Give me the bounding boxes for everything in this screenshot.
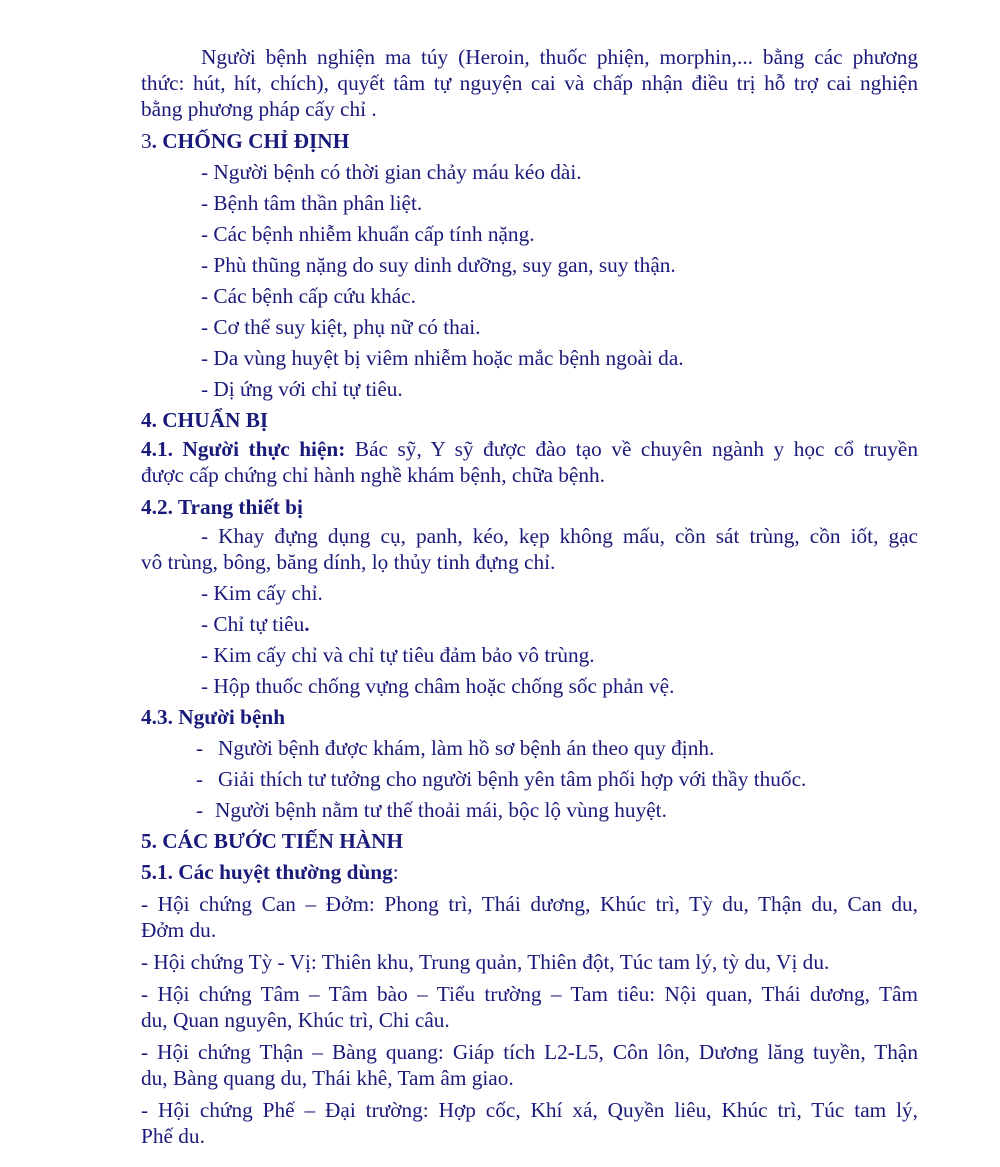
equipment-item-bold-dot: . bbox=[304, 612, 310, 636]
syndrome-line-2: Đởm du. bbox=[141, 918, 217, 942]
section-4-2-paragraph bbox=[141, 523, 918, 575]
syndrome-item bbox=[141, 1097, 918, 1149]
dash-marker: - bbox=[196, 736, 204, 760]
section-4-1-line-1 bbox=[141, 436, 918, 462]
section-3-title: . CHỐNG CHỈ ĐỊNH bbox=[151, 129, 350, 153]
equipment-item: - Kim cấy chỉ và chỉ tự tiêu đảm bảo vô trùng. bbox=[201, 643, 595, 667]
contraindication-item: - Da vùng huyệt bị viêm nhiễm hoặc mắc bệnh ngoài da. bbox=[201, 346, 684, 370]
contraindication-item: - Các bệnh nhiễm khuẩn cấp tính nặng. bbox=[201, 222, 535, 246]
contraindication-item: - Cơ thể suy kiệt, phụ nữ có thai. bbox=[201, 315, 481, 339]
equipment-line-1: - Khay đựng dụng cụ, panh, kéo, kẹp không mấu, cồn sát trùng, cồn iốt, gạc bbox=[201, 524, 918, 548]
contraindication-item: - Phù thũng nặng do suy dinh dưỡng, suy gan, suy thận. bbox=[201, 253, 676, 277]
section-4-3-heading: 4.3. Người bệnh bbox=[141, 705, 286, 729]
syndrome-item bbox=[141, 891, 918, 943]
patient-item-text: Người bệnh nằm tư thế thoải mái, bộc lộ vùng huyệt. bbox=[215, 798, 667, 822]
syndrome-line-1: - Hội chứng Can – Đởm: Phong trì, Thái dương, Khúc trì, Tỳ du, Thận du, Can du, bbox=[141, 892, 918, 916]
dash-marker: - bbox=[196, 767, 204, 791]
syndrome-item bbox=[141, 981, 918, 1033]
syndrome-line-2: du, Bàng quang du, Thái khê, Tam âm giao. bbox=[141, 1066, 514, 1090]
syndrome-line-2: du, Quan nguyên, Khúc trì, Chi câu. bbox=[141, 1008, 450, 1032]
contraindication-item: - Người bệnh có thời gian chảy máu kéo dài. bbox=[201, 160, 582, 184]
equipment-item bbox=[141, 609, 918, 640]
section-4-2-heading: 4.2. Trang thiết bị bbox=[141, 495, 303, 519]
section-4-1-line-2: được cấp chứng chỉ hành nghề khám bệnh, chữa bệnh. bbox=[141, 463, 605, 487]
contraindication-item: - Các bệnh cấp cứu khác. bbox=[201, 284, 416, 308]
section-5-1-colon: : bbox=[392, 860, 399, 884]
intro-line-3: bằng phương pháp cấy chỉ . bbox=[141, 97, 377, 121]
section-4-1-text: Bác sỹ, Y sỹ được đào tạo về chuyên ngành y học cổ truyền bbox=[345, 437, 918, 461]
document-page bbox=[141, 44, 918, 1149]
equipment-item-text: - Chỉ tự tiêu bbox=[201, 612, 305, 636]
syndrome-line-1: - Hội chứng Thận – Bàng quang: Giáp tích L2-L5, Côn lôn, Dương lăng tuyền, Thận bbox=[141, 1040, 918, 1064]
syndrome-line-1: - Hội chứng Tâm – Tâm bào – Tiểu trường – Tam tiêu: Nội quan, Thái dương, Tâm bbox=[141, 982, 918, 1006]
section-3-heading bbox=[141, 126, 918, 157]
syndrome-line-2: Phế du. bbox=[141, 1124, 205, 1148]
equipment-item: - Kim cấy chỉ. bbox=[201, 581, 323, 605]
syndrome-line-1: - Hội chứng Phế – Đại trường: Hợp cốc, Khí xá, Quyền liêu, Khúc trì, Túc tam lý, bbox=[141, 1098, 918, 1122]
section-3-number: 3 bbox=[141, 129, 152, 153]
contraindication-item: - Dị ứng với chỉ tự tiêu. bbox=[201, 377, 403, 401]
patient-item-text: Người bệnh được khám, làm hồ sơ bệnh án theo quy định. bbox=[218, 736, 715, 760]
contraindication-item: - Bệnh tâm thần phân liệt. bbox=[201, 191, 423, 215]
section-4-1-label: 4.1. Người thực hiện: bbox=[141, 437, 346, 461]
intro-paragraph bbox=[141, 44, 918, 122]
dash-marker: - bbox=[196, 798, 204, 822]
patient-item-text: Giải thích tư tưởng cho người bệnh yên tâm phối hợp với thầy thuốc. bbox=[218, 767, 807, 791]
section-5-1-label: 5.1. Các huyệt thường dùng bbox=[141, 860, 393, 884]
section-5-1-heading bbox=[141, 857, 918, 888]
patient-item bbox=[141, 795, 918, 826]
section-4-heading: 4. CHUẨN BỊ bbox=[141, 408, 269, 432]
equipment-item: - Hộp thuốc chống vựng châm hoặc chống sốc phản vệ. bbox=[201, 674, 675, 698]
syndrome-line-1: - Hội chứng Tỳ - Vị: Thiên khu, Trung quản, Thiên đột, Túc tam lý, tỳ du, Vị du. bbox=[141, 950, 830, 974]
syndrome-item bbox=[141, 1039, 918, 1091]
syndrome-item bbox=[141, 949, 918, 975]
intro-line-1: Người bệnh nghiện ma túy (Heroin, thuốc phiện, morphin,... bằng các phương bbox=[201, 45, 918, 69]
equipment-line-2: vô trùng, bông, băng dính, lọ thủy tinh đựng chỉ. bbox=[141, 550, 556, 574]
patient-item bbox=[141, 733, 918, 764]
patient-item bbox=[141, 764, 918, 795]
intro-line-2: thức: hút, hít, chích), quyết tâm tự nguyện cai và chấp nhận điều trị hỗ trợ cai nghiện bbox=[141, 71, 918, 95]
section-4-1 bbox=[141, 436, 918, 488]
section-5-heading: 5. CÁC BƯỚC TIẾN HÀNH bbox=[141, 829, 404, 853]
